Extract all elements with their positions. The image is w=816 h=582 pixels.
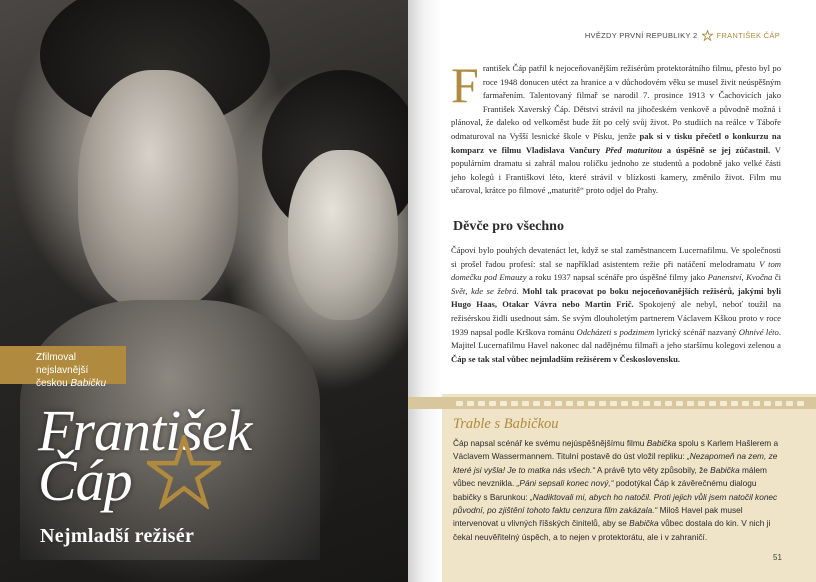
intro-text-1: rantišek Čáp patřil k nejoceňovanějším režisérům protektorátního filmu, přesto byl po roce 1948 donucen utéct za hranice a v důchodovém věku se musel živit neúspěšným farmařením. Talentovaný filmař se narodil 7. prosince 1913 v Čachovicích jako František Xaverský Čáp. Dětství strávil na jihočeském venkově a původně možná i plánoval, že daleko od velkoměst bude žít po celý svůj život. Po studiích na reálce v Táboře odmaturoval na Vyšší lesnické škole v Písku, jenže [451,63,781,141]
intro-bold-2: a úspěšně se jej zúčastnil. [661,144,771,155]
box-italic-5: „Nadiktovali mi, abych ho natočil. Proti jejich vůli jsem natočil konec původní, po zjištění tohoto faktu cenzura film zakázala.“ [453,491,778,516]
section-heading: Děvče pro všechno [453,219,564,234]
intro-text-2: V populárním dramatu si zahrál malou roličku jednoho ze studentů a podobně jako velké části jeho kolegů i Františkovi léto, které strávil v blízkosti kamery, změnilo život. Film mu učaroval, krátce po filmové „maturitě“ proto odjel do Prahy. [451,144,782,196]
section-italic-5: Ohnivé léto [738,326,779,337]
box-title: Trable s Babičkou [453,416,559,432]
intro-bold-1: pak si v tisku přečetl o konkurzu na komparz ve filmu Vladislava Vančury [451,130,781,155]
subtitle: Nejmladší režisér [40,525,195,547]
box-text-2: spolu s Karlem Hašlerem a Václavem Wassermannem. Titulní postavě do úst vložil repliku: [453,438,779,462]
box-text-6: Miloš Havel pak musel intervenovat u vlivných říšských činitelů, aby se [453,505,743,529]
section-italic-3: Svět, kde se žebrá [451,285,517,296]
section-text-7: . Majitel Lucernafilmu Havel nakonec dal nadějnému filmaři a jeho staršímu kolegovi zelenou a [451,326,781,351]
box-italic-2: „Nezapomeň na zem, ze které jsi vyšla! Je to matka nás všech.“ [453,451,778,475]
box-text-1: Čáp napsal scénář ke svému nejúspěšnějšímu filmu [453,438,647,448]
box-paragraph [453,437,783,544]
box-italic-6: Babička [629,518,659,529]
section-text-5: Spokojený ale nebyl, neboť toužil na režisérskou židli usednout sám. Se svým dlouholetým partnerem Václavem Kškou proto v roce 1939 napsal podle Krškova románu [451,299,781,337]
section-text-6: lyrický scénář nazvaný [654,326,739,337]
section-italic-1: V tom domečku pod Emauzy [451,258,782,283]
section-bold-2: Čáp se tak stal vůbec nejmladším režisérem v Československu. [451,353,681,364]
photo-caption [0,346,126,389]
caption-line-1: Zfilmoval nejslavnější [36,352,89,376]
box-italic-4: „Páni sepsali konec nový,“ [516,478,614,489]
box-text-7: vůbec dostala do kin. V nich ji čekal neuvěřitelný úspěch, a to nejen v protektorátu, ale i v zahraničí. [453,518,771,542]
section-italic-4: Odcházeti s podzimem [576,326,655,337]
running-head [585,30,780,41]
running-head-name: FRANTIŠEK ČÁP [716,31,780,40]
section-italic-2: Panenství, Kvočna [707,272,773,283]
photo-man-face [78,70,238,310]
page-number: 51 [773,553,782,562]
title-first-name: František [38,398,252,463]
caption-line-2-prefix: českou [36,378,71,389]
photo-woman-face [288,150,398,320]
star-outline-icon [147,435,221,509]
caption-line-2 [36,377,118,390]
film-strip-decoration [408,397,816,409]
section-text-3: či [772,272,782,283]
caption-line-2-emphasis: Babičku [70,378,107,389]
section-text-1: Čápovi bylo pouhých devatenáct let, když se stal zaměstnancem Lucernafilmu. Ve společnosti si prošel řadou profesí: stal se například asistentem režie při natáčení melodramatu [451,245,781,269]
box-text-5: podotýkal Čáp k závěrečnému dialogu babičky s Barunkou: [453,478,757,502]
star-outline-icon [702,30,713,41]
box-text-3: A právě tyto věty způsobily, že [595,464,711,475]
section-text-4: . [516,285,523,296]
section-paragraph [451,244,781,366]
intro-bold-italic-1: Před maturitou [605,144,662,155]
drop-cap: F [451,57,479,113]
box-italic-3: Babička [710,464,740,475]
intro-paragraph [451,57,782,198]
box-italic-1: Babička [646,438,677,448]
title-last-name: Čáp [38,448,132,513]
box-text-4: málem vůbec nevznikla. [453,464,767,489]
section-bold-1: Mohl tak pracovat po boku nejoceňovanějších režisérů, jakými byli Hugo Haas, Otakar Vávra nebo Martin Frič. [451,285,781,310]
running-head-series: HVĚZDY PRVNÍ REPUBLIKY 2 [584,31,698,40]
section-text-2: a roku 1937 napsal scénáře pro úspěšné filmy jako [526,272,708,283]
